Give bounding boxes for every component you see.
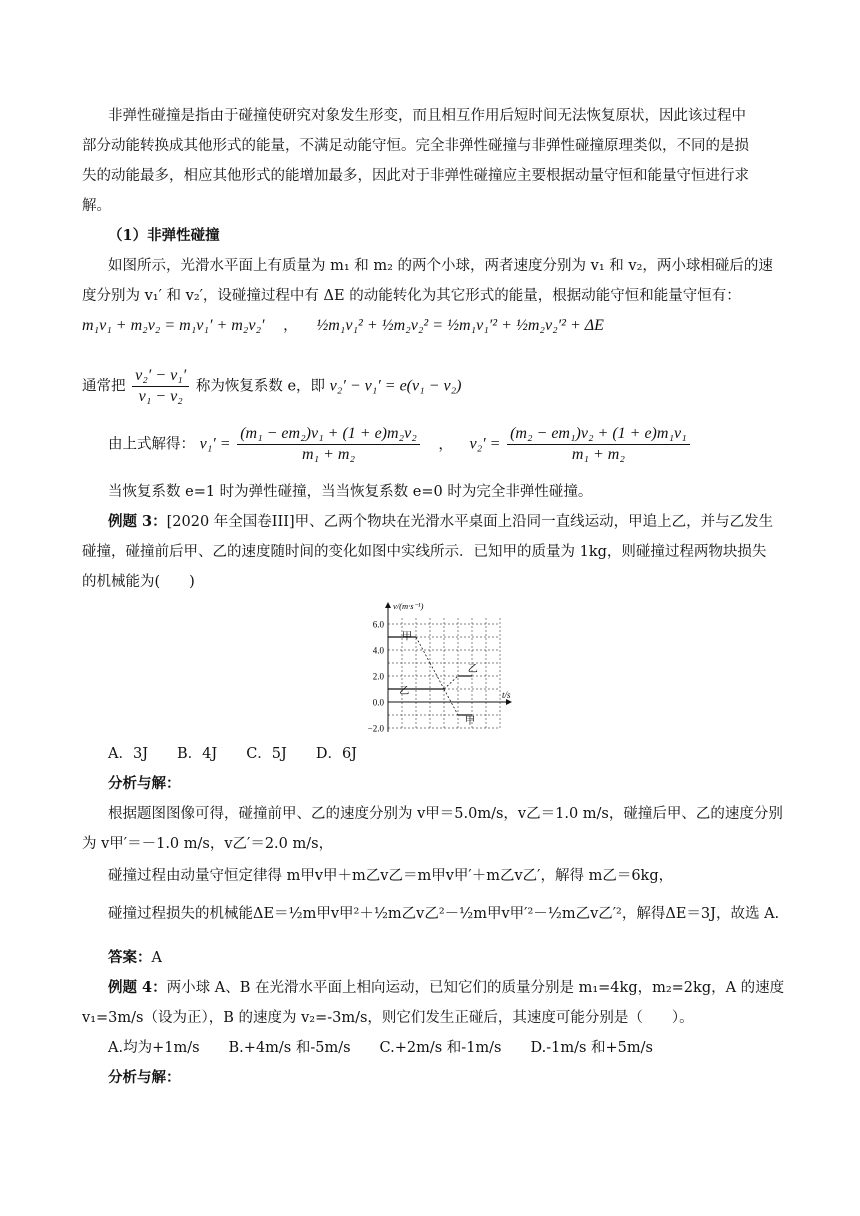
y-axis-label: v/(m·s⁻¹) (393, 601, 424, 611)
series-segment-yi (444, 676, 458, 689)
analysis-label-2: 分析与解： (108, 1069, 181, 1086)
ex3-solution-line-1: 根据题图图像可得，碰撞前甲、乙的速度分别为 v甲＝5.0m/s，v乙＝1.0 m/s，碰撞后甲、乙的速度分别 (108, 806, 783, 822)
velocity-time-chart (352, 598, 522, 736)
example3-line-1: 例题 3：[2020 年全国卷III]甲、乙两个物块在光滑水平桌面上沿同一直线运动，甲追上乙，并与乙发生 (108, 513, 774, 530)
example3-label: 例题 3： (108, 513, 167, 530)
coefficient-fraction: $\frac{\text{v₂′ − v₁′}}{\text{v₁ − v₂}}$ (132, 366, 189, 407)
equation-momentum-energy: m₁v₁ + m₂v₂ = m₁v₁′ + m₂v₂′ ， ½m₁v₁² + ½m₂v₂² = ½m₁v₁′² + ½m₂v₂′² + ΔE (82, 317, 604, 334)
y-tick-label: 0.0 (372, 697, 384, 708)
solve-prefix: 由上式解得： (108, 436, 195, 453)
y-tick-label: 2.0 (372, 671, 384, 682)
answer-value: A (151, 950, 162, 966)
y-axis-arrow (385, 602, 391, 608)
x-axis-label: t/s (502, 690, 511, 700)
y-tick-label: 6.0 (372, 619, 384, 630)
solution-equations: 由上式解得： v₁′ = $\frac{\text{(m₁ − em₂)v₁ + (1 + e)m₂v₂}}{\text{m₁ + m₂}}$ ， v₂′ = $\frac{\text{(m₂ − em₁)v₂ + (1 + e)m₁v₁}}{\text{m₁ + m₂}}$ (108, 424, 808, 470)
series-label-jia-end: 甲 (465, 716, 475, 728)
solution-v2-fraction: $\frac{\text{(m₂ − em₁)v₂ + (1 + e)m₁v₁}}{\text{m₁ + m₂}}$ (507, 424, 690, 465)
ex3-solution-line-4: 碰撞过程损失的机械能ΔE＝½m甲v甲²＋½m乙v乙²－½m甲v甲′²－½m乙v乙′²，解得ΔE＝3J，故选 A. (108, 906, 780, 922)
para2-line-1: 如图所示，光滑水平面上有质量为 m₁ 和 m₂ 的两个小球，两者速度分别为 v₁ 和 v₂，两小球相碰后的速 (108, 258, 773, 274)
y-tick-label: −2.0 (367, 723, 384, 734)
example4-options: A.均为+1m/s B.+4m/s 和-5m/s C.+2m/s 和-1m/s D.-1m/s 和+5m/s (108, 1040, 653, 1056)
para2-line-2: 度分别为 v₁′ 和 v₂′，设碰撞过程中有 ΔE 的动能转化为其它形式的能量，根据动能守恒和能量守恒有： (82, 288, 741, 304)
ex3-solution-line-3: 碰撞过程由动量守恒定律得 m甲v甲＋m乙v乙＝m甲v甲′＋m乙v乙′，解得 m乙＝6kg， (108, 868, 674, 884)
series-label-yi-start: 乙 (399, 686, 410, 698)
section-title: （1）非弹性碰撞 (108, 227, 220, 244)
example3-options: A．3J B．4J C．5J D．6J (108, 746, 357, 762)
para1-line-4: 解。 (82, 198, 111, 214)
para1-line-3: 失的动能最多，相应其他形式的能增加最多，因此对于非弹性碰撞应主要根据动量守恒和能量守恒进行求 (82, 168, 749, 184)
para1-line-2: 部分动能转换成其他形式的能量，不满足动能守恒。完全非弹性碰撞与非弹性碰撞原理类似，不同的是损 (82, 138, 749, 154)
example3-line-2: 碰撞，碰撞前后甲、乙的速度随时间的变化如图中实线所示．已知甲的质量为 1kg，则碰撞过程两物块损失 (82, 544, 767, 560)
ex3-solution-line-2: 为 v甲′＝－1.0 m/s，v乙′＝2.0 m/s， (82, 836, 334, 852)
recovery-note: 当恢复系数 e=1 时为弹性碰撞，当当恢复系数 e=0 时为完全非弹性碰撞。 (108, 484, 593, 500)
coef-mid: 称为恢复系数 e，即 (195, 378, 326, 395)
y-tick-label: 4.0 (372, 645, 384, 656)
coefficient-definition (82, 366, 782, 412)
example3-line-3: 的机械能为( ) (82, 574, 195, 590)
series-label-jia-start: 甲 (402, 631, 412, 643)
momentum-equation: m₁v₁ + m₂v₂ = m₁v₁′ + m₂v₂′ (82, 317, 265, 334)
series-segment-jia (416, 637, 430, 663)
coef-prefix: 通常把 (82, 378, 126, 395)
coef-equation: v₂′ − v₁′ = e(v₁ − v₂) (329, 377, 462, 395)
energy-equation: ½m₁v₁² + ½m₂v₂² = ½m₁v₁′² + ½m₂v₂′² + ΔE (316, 317, 604, 334)
analysis-label: 分析与解： (108, 775, 181, 792)
example4-label: 例题 4： (108, 979, 167, 996)
example4-line-1: 例题 4：两小球 A、B 在光滑水平面上相向运动，已知它们的质量分别是 m₁=4kg，m₂=2kg，A 的速度 (108, 979, 785, 996)
example4-line-2: v₁=3m/s（设为正），B 的速度为 v₂=-3m/s，则它们发生正碰后，其速度可能分别是（ ）。 (82, 1010, 694, 1026)
answer-label: 答案： (108, 949, 152, 966)
solution-v1-fraction: $\frac{\text{(m₁ − em₂)v₁ + (1 + e)m₂v₂}}{\text{m₁ + m₂}}$ (237, 424, 420, 465)
series-label-yi-end: 乙 (467, 664, 478, 676)
answer (108, 948, 808, 968)
para1-line-1: 非弹性碰撞是指由于碰撞使研究对象发生形变，而且相互作用后短时间无法恢复原状，因此该过程中 (108, 108, 746, 124)
